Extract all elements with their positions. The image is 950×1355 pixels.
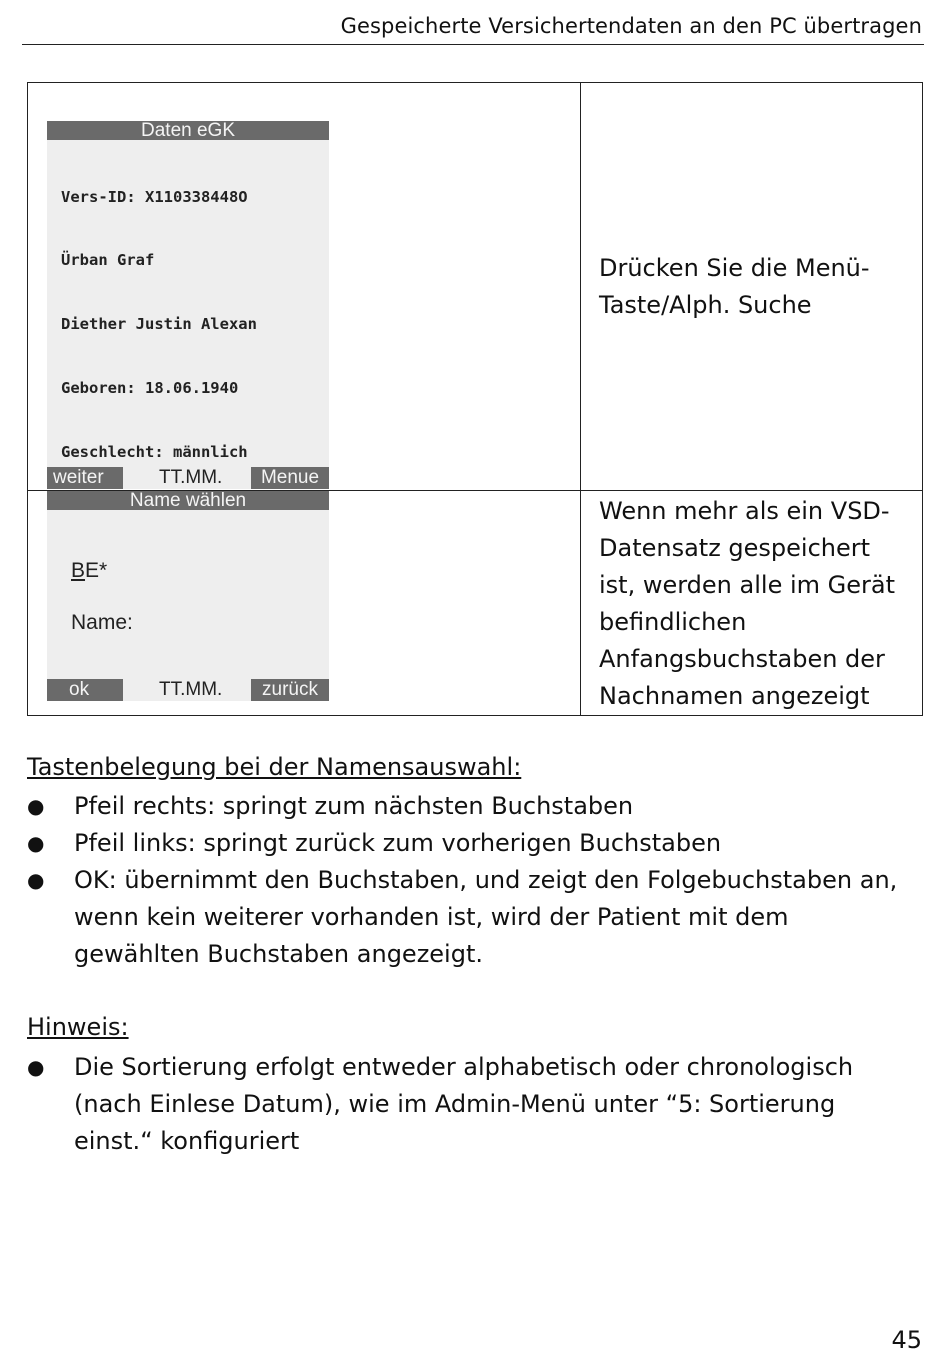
bullet-icon: ●: [27, 868, 45, 892]
key-assignment-list: [27, 788, 917, 973]
instruction-table: [27, 82, 923, 716]
bullet-icon: ●: [27, 794, 45, 818]
screen-line: Diether Justin Alexan: [61, 315, 257, 334]
list-item: [27, 862, 917, 973]
page-header-title: Gespeicherte Versichertendaten an den PC übertragen: [340, 14, 922, 38]
screen-data-lines: [47, 140, 329, 489]
page-number: 45: [891, 1326, 922, 1354]
softkey-ok[interactable]: ok: [47, 679, 123, 701]
screen-line: Vers-ID: X110338448O: [61, 187, 248, 206]
header-divider: [22, 44, 924, 45]
device-screen-daten-egk: [47, 121, 329, 489]
section-heading-tastenbelegung: Tastenbelegung bei der Namensauswahl:: [27, 753, 522, 781]
list-item-text: Pfeil links: springt zurück zum vorherigen Buchstaben: [74, 829, 722, 857]
screen-line: Ürban Graf: [61, 251, 155, 270]
list-item: [27, 1049, 917, 1160]
screen-line: Geboren: 18.06.1940: [61, 379, 239, 398]
letter-selection-field[interactable]: [71, 559, 107, 583]
softkey-bar: [47, 679, 329, 701]
bullet-icon: ●: [27, 1055, 45, 1079]
softkey-zurueck[interactable]: zurück: [251, 679, 329, 701]
list-item: [27, 788, 917, 825]
list-item: [27, 825, 917, 862]
table-row: [28, 83, 923, 491]
table-row: [28, 491, 923, 716]
softkey-date-format: TT.MM.: [159, 679, 223, 700]
hint-list: [27, 1049, 917, 1160]
letter-remainder: E*: [85, 559, 108, 582]
list-item-text: Pfeil rechts: springt zum nächsten Buchstaben: [74, 792, 634, 820]
screen-title: Name wählen: [47, 491, 329, 510]
device-screen-name-waehlen: [47, 491, 329, 701]
screen-title: Daten eGK: [47, 121, 329, 140]
screen-line: Geschlecht: männlich: [61, 443, 248, 462]
instruction-text: Wenn mehr als ein VSD-Datensatz gespeichert ist, werden alle im Gerät befindlichen Anfangsbuchstaben der Nachnamen angezeigt: [581, 491, 923, 716]
section-heading-hinweis: Hinweis:: [27, 1013, 129, 1041]
softkey-bar: [47, 467, 329, 489]
screen-cell: [28, 83, 581, 491]
screen-cell: [28, 491, 581, 716]
list-item-text: OK: übernimmt den Buchstaben, und zeigt den Folgebuchstaben an, wenn kein weiterer vorhanden ist, wird der Patient mit dem gewählten Buchstaben angezeigt.: [74, 866, 898, 968]
bullet-icon: ●: [27, 831, 45, 855]
list-item-text: Die Sortierung erfolgt entweder alphabetisch oder chronologisch (nach Einlese Datum), wie im Admin-Menü unter “5: Sortierung einst.“ konfiguriert: [74, 1053, 854, 1155]
selected-letter: B: [71, 559, 86, 582]
softkey-date-format: TT.MM.: [159, 467, 223, 488]
softkey-weiter[interactable]: weiter: [47, 467, 123, 489]
softkey-menue[interactable]: Menue: [251, 467, 329, 489]
name-label: Name:: [71, 611, 133, 634]
instruction-text: Drücken Sie die Menü-Taste/Alph. Suche: [581, 83, 923, 491]
